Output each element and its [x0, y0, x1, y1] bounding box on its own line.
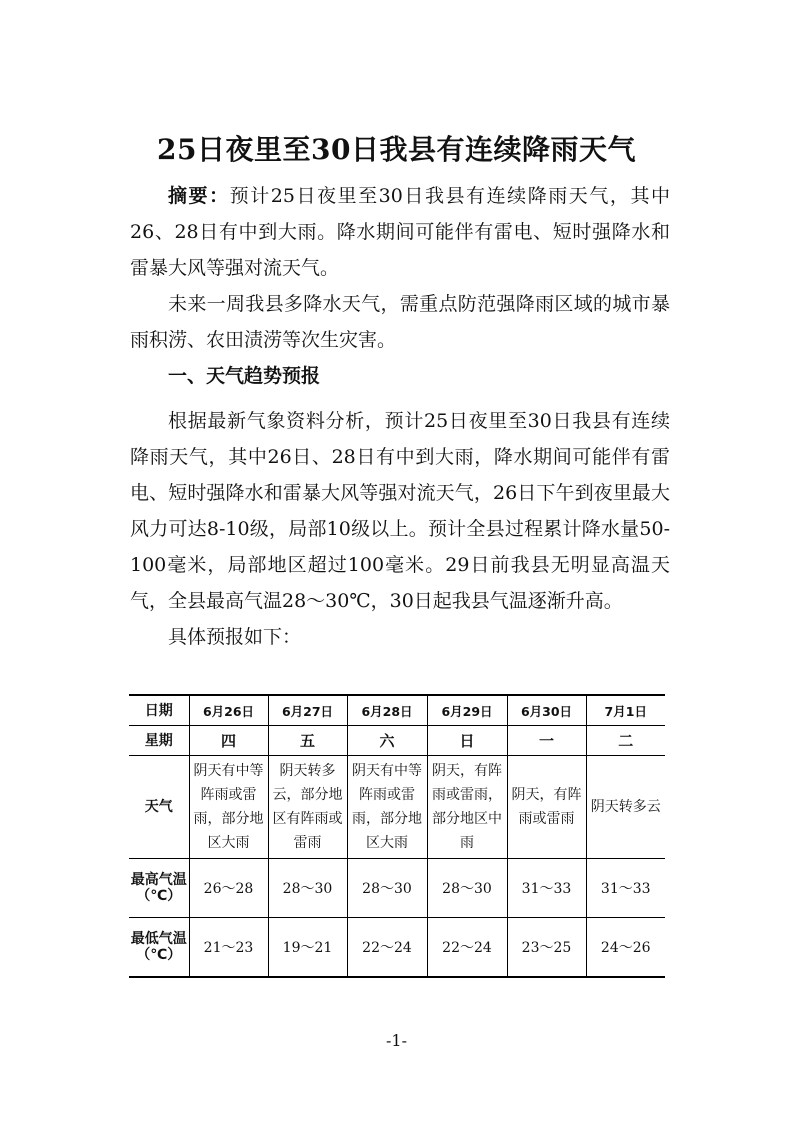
- date-cell: 6月29日: [427, 695, 507, 726]
- min-temp-cell: 21～23: [189, 918, 268, 978]
- weather-cell: 阴天有中等阵雨或雷雨，部分地区大雨: [347, 756, 427, 859]
- weekday-cell: 二: [586, 726, 665, 756]
- forecast-table: [129, 694, 665, 978]
- forecast-intro: 具体预报如下：: [168, 626, 302, 648]
- max-temp-cell: 31～33: [507, 859, 586, 918]
- max-temp-cell: 28～30: [427, 859, 507, 918]
- page-number: -1-: [386, 1031, 407, 1050]
- weekday-row: [129, 726, 665, 756]
- weekday-cell: 四: [189, 726, 268, 756]
- date-cell: 6月30日: [507, 695, 586, 726]
- section-heading-trend: 一、天气趋势预报: [168, 365, 321, 387]
- hazard-paragraph: 未来一周我县多降水天气，需重点防范强降雨区域的城市暴雨积涝、农田渍涝等次生灾害。: [130, 293, 670, 351]
- summary-text: 预计25日夜里至30日我县有连续降雨天气，其中26、28日有中到大雨。降水期间可能伴有雷电、短时强降水和雷暴大风等强对流天气。: [130, 185, 670, 279]
- max-temp-cell: 26～28: [189, 859, 268, 918]
- document-title: 25日夜里至30日我县有连续降雨天气: [157, 133, 636, 166]
- date-row-label: 日期: [129, 695, 189, 726]
- weekday-cell: 日: [427, 726, 507, 756]
- max-temp-row-label: 最高气温（℃）: [129, 859, 189, 918]
- min-temp-cell: 22～24: [427, 918, 507, 978]
- max-temp-cell: 28～30: [347, 859, 427, 918]
- weekday-row-label: 星期: [129, 726, 189, 756]
- weather-cell: 阴天转多云: [586, 756, 665, 859]
- max-temp-cell: 28～30: [268, 859, 347, 918]
- weekday-cell: 一: [507, 726, 586, 756]
- date-row: [129, 695, 665, 726]
- min-temp-cell: 24～26: [586, 918, 665, 978]
- summary-lead: 摘要：: [168, 185, 230, 207]
- weekday-cell: 五: [268, 726, 347, 756]
- weather-row: [129, 756, 665, 859]
- weather-cell: 阴天，有阵雨或雷雨: [507, 756, 586, 859]
- date-cell: 7月1日: [586, 695, 665, 726]
- weekday-cell: 六: [347, 726, 427, 756]
- max-temp-cell: 31～33: [586, 859, 665, 918]
- weather-cell: 阴天转多云，部分地区有阵雨或雷雨: [268, 756, 347, 859]
- date-cell: 6月26日: [189, 695, 268, 726]
- date-cell: 6月28日: [347, 695, 427, 726]
- min-temp-cell: 23～25: [507, 918, 586, 978]
- min-temp-row-label: 最低气温（℃）: [129, 918, 189, 978]
- min-temp-cell: 19～21: [268, 918, 347, 978]
- weather-cell: 阴天有中等阵雨或雷雨，部分地区大雨: [189, 756, 268, 859]
- weather-row-label: 天气: [129, 756, 189, 859]
- min-temp-cell: 22～24: [347, 918, 427, 978]
- weather-cell: 阴天，有阵雨或雷雨，部分地区中雨: [427, 756, 507, 859]
- trend-paragraph: 根据最新气象资料分析，预计25日夜里至30日我县有连续降雨天气，其中26日、28日有中到大雨，降水期间可能伴有雷电、短时强降水和雷暴大风等强对流天气，26日下午到夜里最大风力可达8-10级，局部10级以上。预计全县过程累计降水量50-100毫米，局部地区超过100毫米。29日前我县无明显高温天气，全县最高气温28～30℃，30日起我县气温逐渐升高。: [130, 410, 670, 612]
- min-temp-row: [129, 918, 665, 978]
- max-temp-row: [129, 859, 665, 918]
- date-cell: 6月27日: [268, 695, 347, 726]
- summary-paragraph: [130, 178, 670, 286]
